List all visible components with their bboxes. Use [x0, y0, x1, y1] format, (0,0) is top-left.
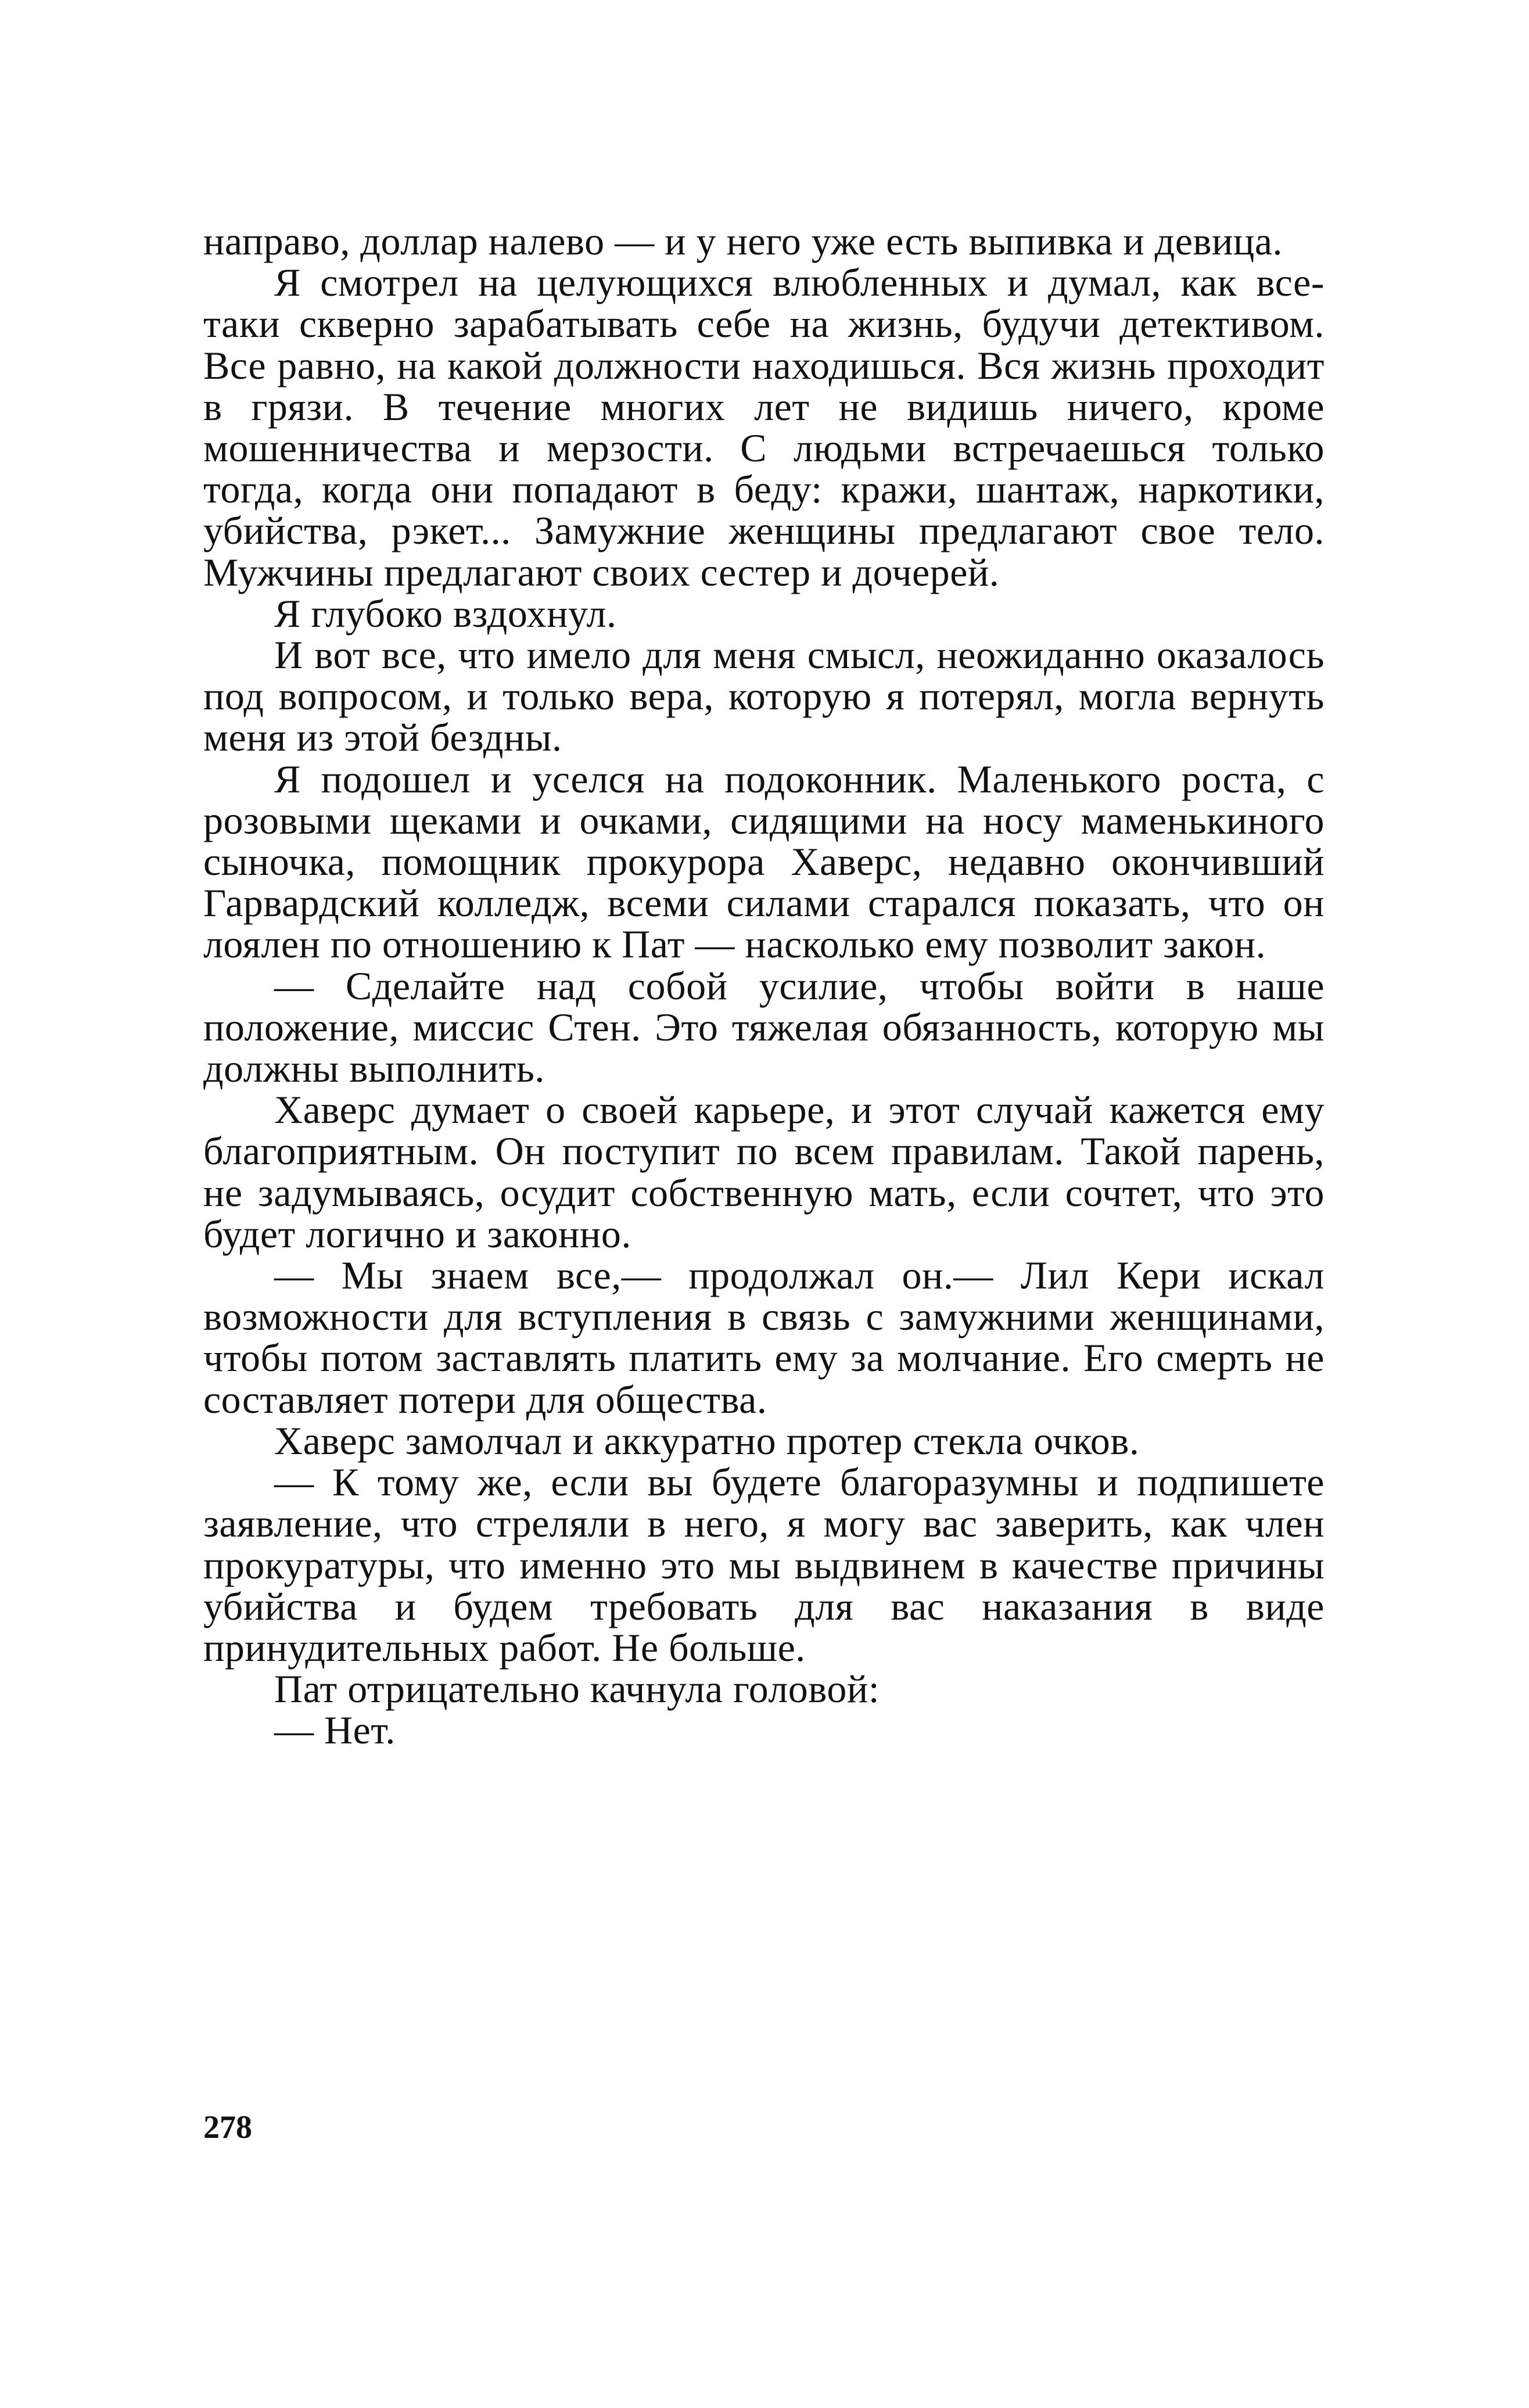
paragraph: — Мы знаем все,— продолжал он.— Лил Кери искал возможности для вступления в связь с замужними женщинами, чтобы потом заставлять платить ему за молчание. Его смерть не составляет потери для общества. [203, 1253, 1325, 1422]
paragraph: — Нет. [274, 1708, 396, 1753]
paragraph: Я глубоко вздохнул. [274, 591, 617, 636]
paragraph: — Сделайте над собой усилие, чтобы войти в наше положение, миссис Стен. Это тяжелая обязанность, которую мы должны выполнить. [203, 963, 1325, 1091]
paragraph: Я смотрел на целующихся влюбленных и думал, как все-таки скверно зарабатывать себе на жизнь, будучи детективом. Все равно, на какой должности находишься. Вся жизнь проходит в грязи. В течение многих лет не видишь ничего, кроме мошенничества и мерзости. С людьми встречаешься только тогда, когда они попадают в беду: кражи, шантаж, наркотики, убийства, рэкет... Замужние женщины предлагают свое тело. Мужчины предлагают своих сестер и дочерей. [203, 260, 1325, 594]
paragraph: Я подошел и уселся на подоконник. Маленького роста, с розовыми щеками и очками, сидящими на носу маменькиного сыночка, помощник прокурора Хаверс, недавно окончивший Гарвардский колледж, всеми силами старался показать, что он лоялен по отношению к Пат — насколько ему позволит закон. [203, 756, 1325, 967]
page-number: 278 [203, 2109, 252, 2145]
paragraph: направо, доллар налево — и у него уже есть выпивка и девица. [203, 219, 1283, 263]
book-page-text [203, 221, 1325, 1752]
paragraph: Хаверс думает о своей карьере, и этот случай кажется ему благоприятным. Он поступит по всем правилам. Такой парень, не задумываясь, осудит собственную мать, если сочтет, что это будет логично и законно. [203, 1088, 1325, 1256]
paragraph: — К тому же, если вы будете благоразумны и подпишете заявление, что стреляли в него, я могу вас заверить, как член прокуратуры, что именно это мы выдвинем в качестве причины убийства и будем требовать для вас наказания в виде принудительных работ. Не больше. [203, 1460, 1325, 1670]
paragraph: Пат отрицательно качнула головой: [274, 1667, 880, 1711]
paragraph: И вот все, что имело для меня смысл, неожиданно оказалось под вопросом, и только вера, которую я потерял, могла вернуть меня из этой бездны. [203, 633, 1325, 760]
paragraph: Хаверс замолчал и аккуратно протер стекла очков. [274, 1418, 1140, 1463]
